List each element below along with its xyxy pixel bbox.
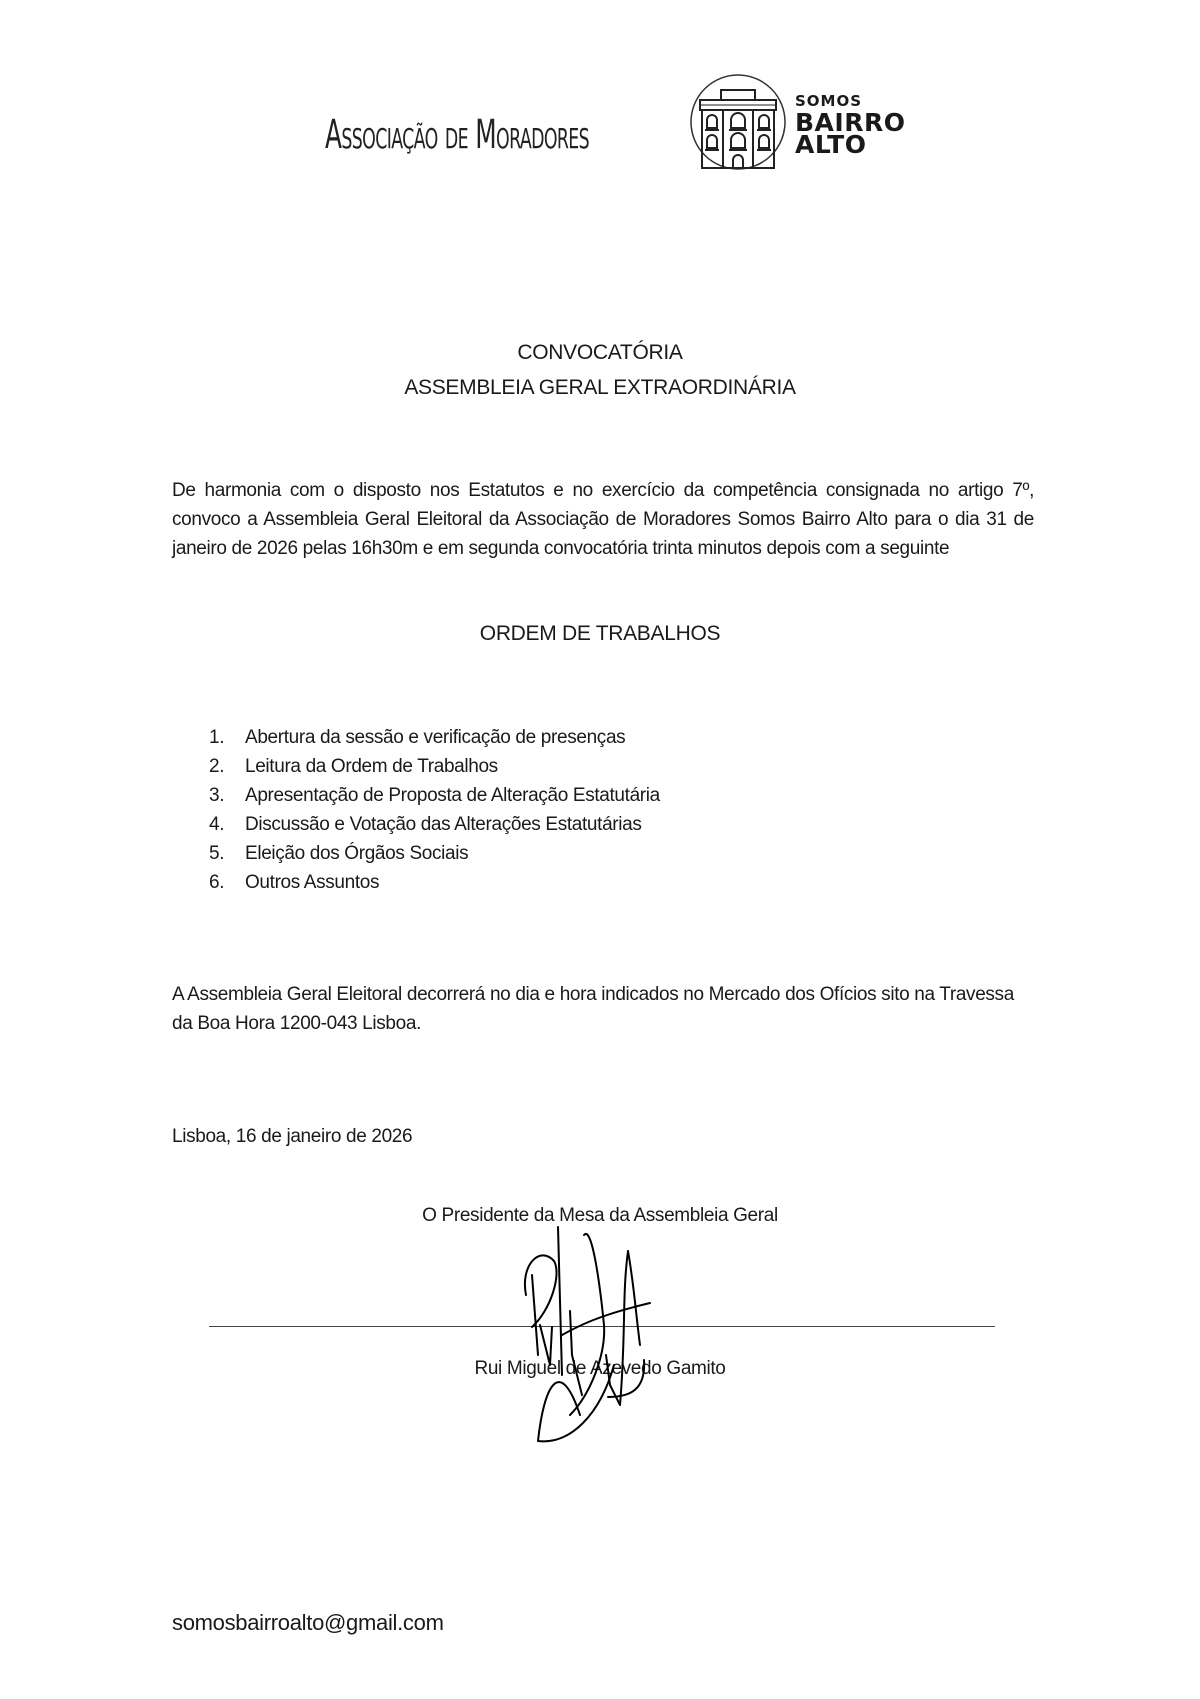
agenda-list xyxy=(209,723,660,897)
doc-subtitle: ASSEMBLEIA GERAL EXTRAORDINÁRIA xyxy=(404,376,796,399)
item-number: 2. xyxy=(209,756,225,777)
agenda-item xyxy=(209,752,660,781)
org-name: Associação de Moradores xyxy=(325,112,590,158)
item-text: Leitura da Ordem de Trabalhos xyxy=(245,756,498,777)
agenda-item xyxy=(209,810,660,839)
agenda-item xyxy=(209,723,660,752)
item-text: Abertura da sessão e verificação de presenças xyxy=(245,727,626,748)
contact-email: somosbairroalto@gmail.com xyxy=(172,1610,444,1635)
item-number: 6. xyxy=(209,872,225,893)
agenda-item xyxy=(209,781,660,810)
agenda-item xyxy=(209,839,660,868)
item-number: 1. xyxy=(209,727,225,748)
agenda-item xyxy=(209,868,660,897)
item-text: Eleição dos Órgãos Sociais xyxy=(245,843,469,864)
doc-title: CONVOCATÓRIA xyxy=(517,341,683,364)
item-text: Outros Assuntos xyxy=(245,872,380,893)
logo-bairro: BAIRRO xyxy=(795,108,906,137)
handwritten-signature xyxy=(510,1215,690,1445)
logo-bairro-alto xyxy=(795,108,906,159)
item-number: 3. xyxy=(209,785,225,806)
item-number: 4. xyxy=(209,814,225,835)
building-logo-icon xyxy=(688,72,788,172)
logo-alto: ALTO xyxy=(795,130,867,159)
signatory-role: O Presidente da Mesa da Assembleia Geral xyxy=(422,1205,778,1226)
logo-somos: SOMOS xyxy=(795,92,863,110)
intro-paragraph: De harmonia com o disposto nos Estatutos e no exercício da competência consignada no artigo 7º, convoco a Assembleia Geral Eleitoral da Associação de Moradores Somos Bairro Alto para o dia 31 de janeiro de 2026 pelas 16h30m e em segunda convocatória trinta minutos depois com a seguinte xyxy=(172,480,1034,559)
item-number: 5. xyxy=(209,843,225,864)
agenda-heading: ORDEM DE TRABALHOS xyxy=(479,622,721,645)
item-text: Discussão e Votação das Alterações Estatutárias xyxy=(245,814,642,835)
date-line: Lisboa, 16 de janeiro de 2026 xyxy=(172,1126,413,1147)
item-text: Apresentação de Proposta de Alteração Estatutária xyxy=(245,785,660,806)
signatory-name: Rui Miguel de Azevedo Gamito xyxy=(474,1358,726,1379)
location-paragraph: A Assembleia Geral Eleitoral decorrerá no dia e hora indicados no Mercado dos Ofícios sito na Travessa da Boa Hora 1200-043 Lisboa. xyxy=(172,984,1014,1034)
